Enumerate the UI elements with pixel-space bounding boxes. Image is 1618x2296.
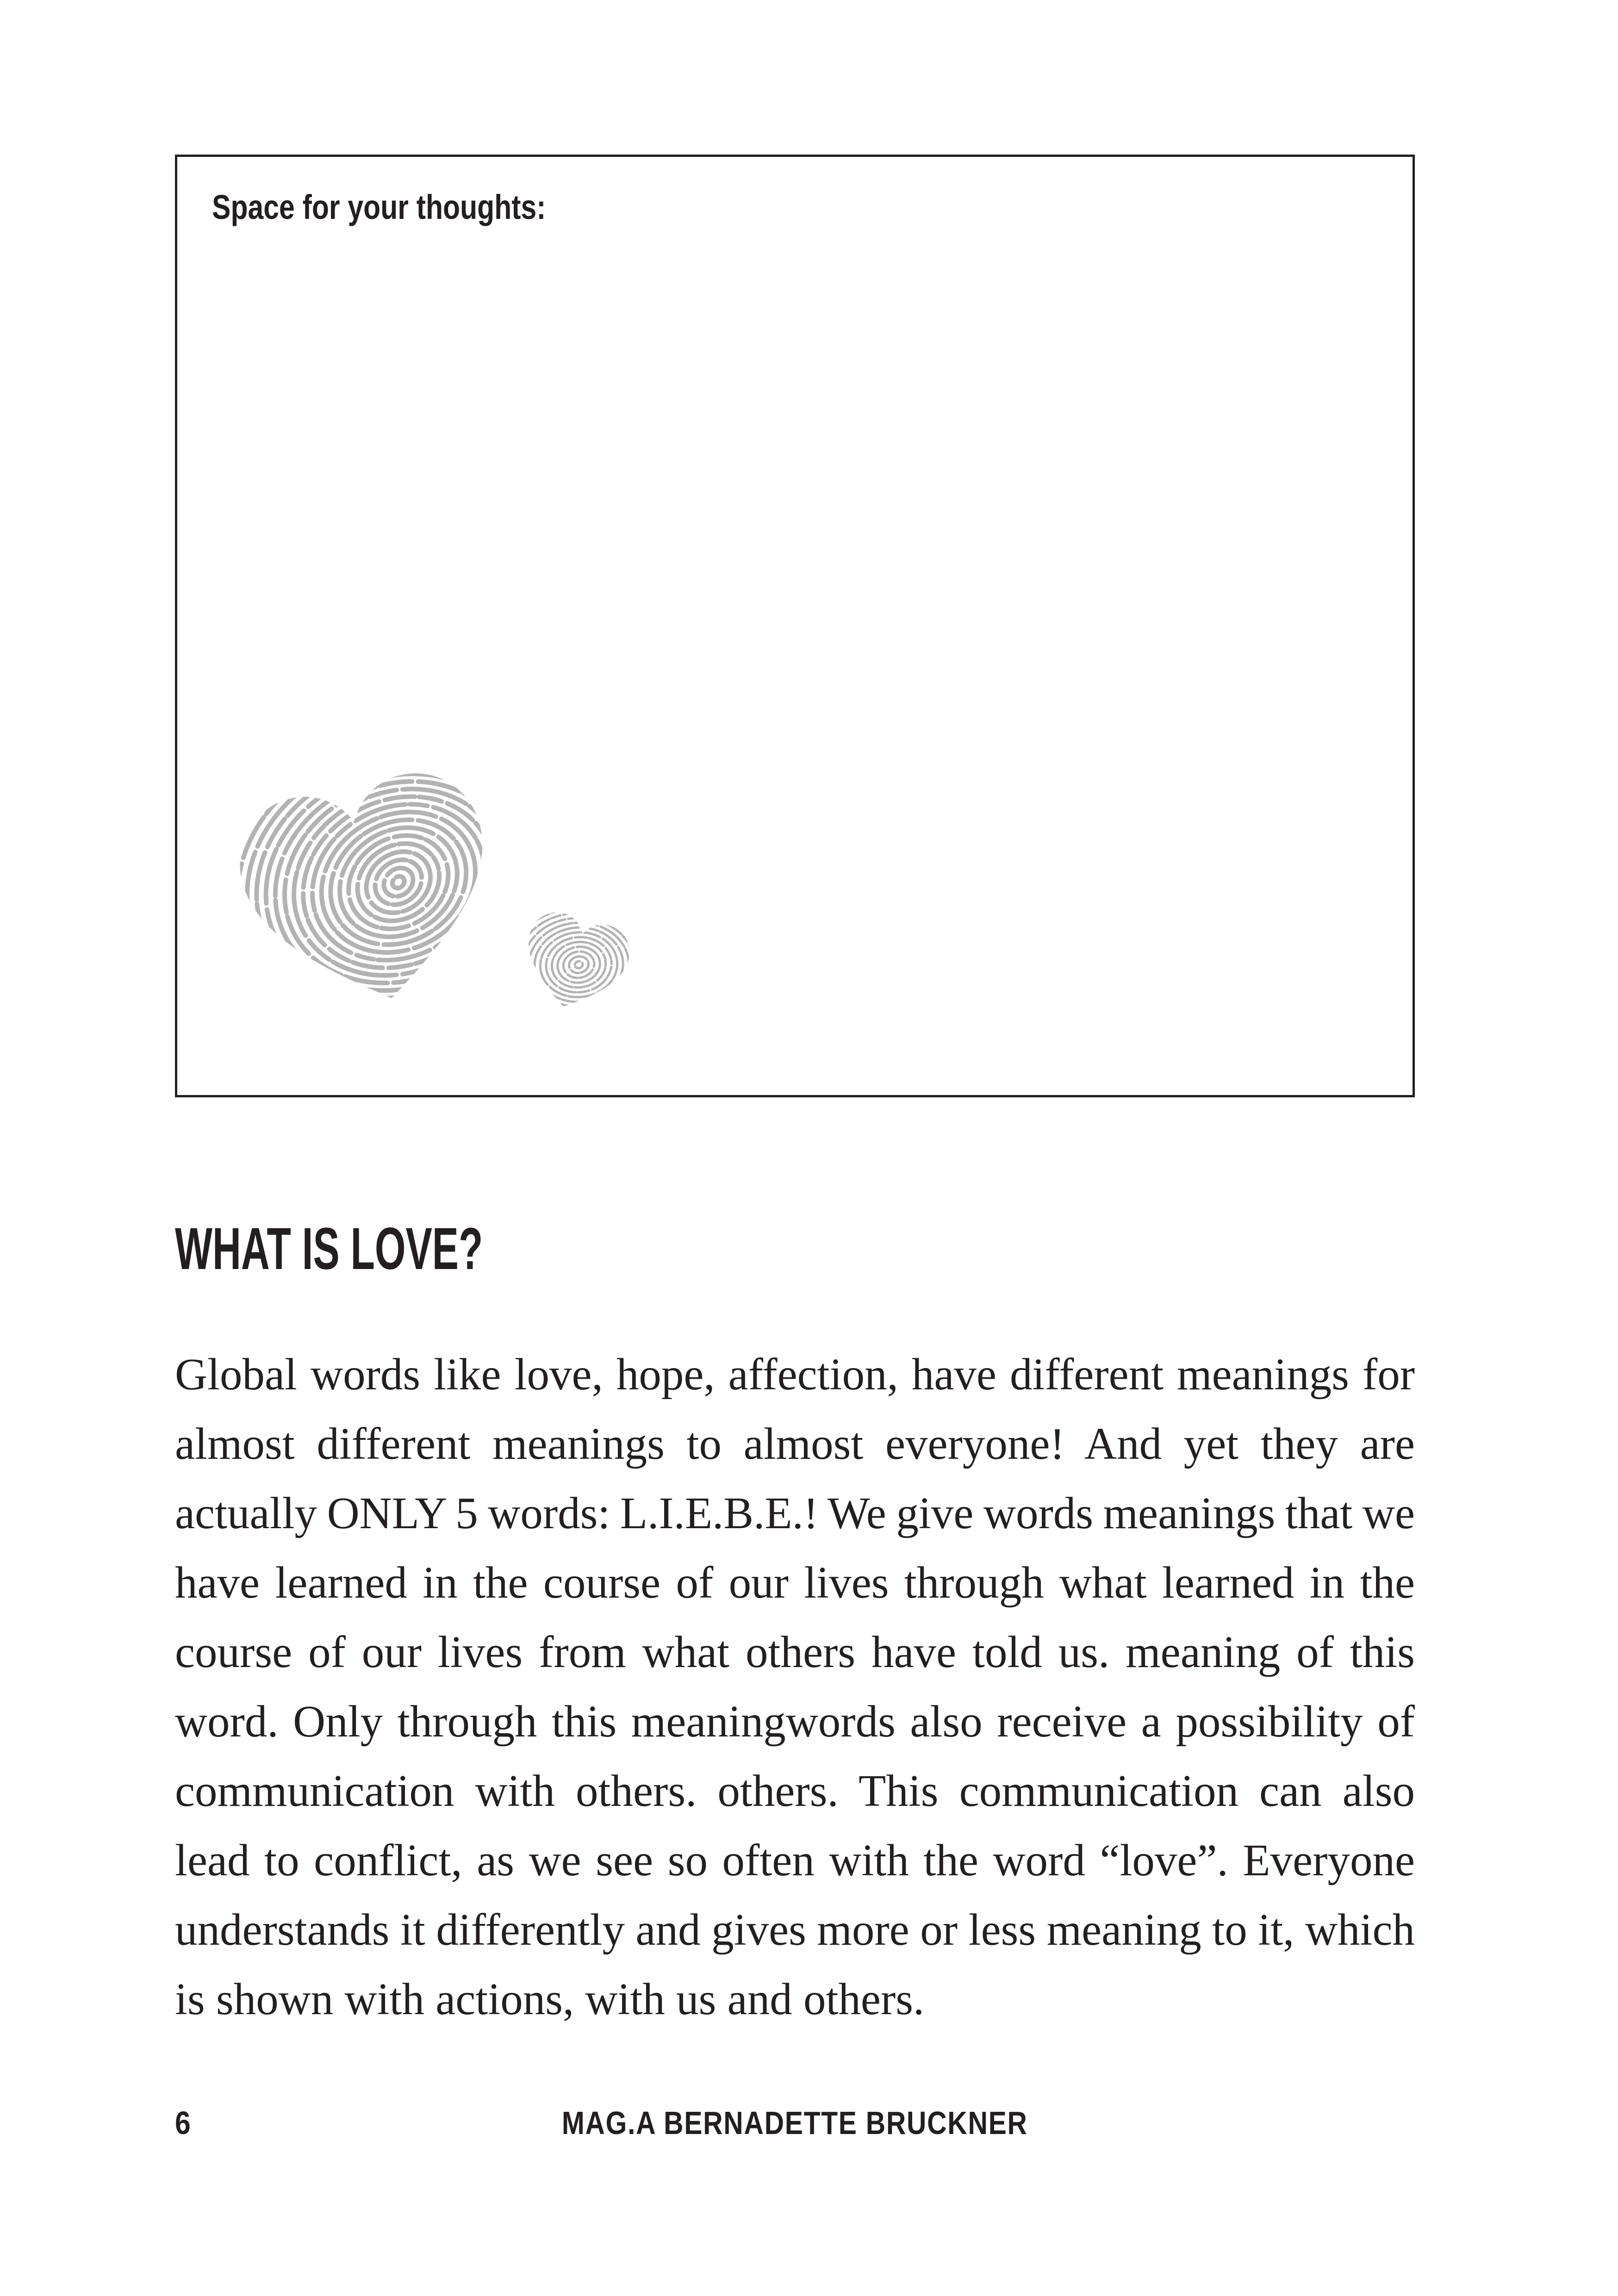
fingerprint-ridge <box>191 697 606 1067</box>
running-footer <box>175 2107 1415 2139</box>
section-heading: WHAT IS LOVE? <box>175 1216 483 1282</box>
fingerprint-ridge <box>574 960 584 969</box>
fingerprint-ridge <box>502 898 656 1031</box>
fingerprint-ridge <box>207 709 590 1055</box>
body-line: word. Only through this meaningwords also receive a possibility of <box>175 1697 1415 1746</box>
fingerprint-ridge <box>567 954 590 975</box>
body-line: course of our lives from what others have told us. meaning of this <box>175 1627 1415 1677</box>
page-number: 6 <box>175 2105 191 2141</box>
fingerprint-ridge <box>177 688 620 1076</box>
fingerprint-ridge <box>342 828 454 936</box>
body-text <box>175 1340 1415 2034</box>
body-line: is shown with actions, with us and others. <box>175 1974 925 2024</box>
body-line: have learned in the course of our lives through what learned in the <box>175 1558 1415 1607</box>
fingerprint-ridges <box>468 862 690 1067</box>
body-line: communication with others. others. This communication can also <box>175 1766 1415 1816</box>
author-name: MAG.A BERNADETTE BRUCKNER <box>562 2105 1028 2141</box>
fingerprint-heart-large-icon <box>140 647 657 1117</box>
fingerprint-ridge <box>509 905 648 1024</box>
fingerprint-ridge <box>527 921 630 1009</box>
fingerprint-ridge <box>390 874 407 890</box>
body-line: lead to conflict, as we see so often with the word “love”. Everyone <box>175 1836 1415 1885</box>
notes-box-label: Space for your thoughts: <box>212 188 546 226</box>
fingerprint-heart-small-icon <box>468 862 690 1067</box>
body-line: Global words like love, hope, affection, have different meanings for <box>175 1350 1415 1399</box>
fingerprint-ridge <box>486 884 672 1046</box>
fingerprint-hearts-illustration <box>208 731 657 1046</box>
body-line: almost different meanings to almost everyone! And yet they are <box>175 1419 1415 1468</box>
fingerprint-ridges <box>140 647 657 1117</box>
fingerprint-ridge <box>171 684 626 1080</box>
fingerprint-ridge <box>555 943 603 986</box>
fingerprint-ridge <box>494 891 664 1039</box>
notes-box[interactable] <box>175 155 1415 1097</box>
body-line: actually ONLY 5 words: L.I.E.B.E.! We give words meanings that we <box>175 1488 1415 1538</box>
fingerprint-ridge <box>215 716 581 1049</box>
fingerprint-ridge <box>561 949 597 981</box>
fingerprint-ridge <box>537 929 620 1001</box>
body-line: understands it differently and gives more or less meaning to it, which <box>175 1905 1415 1954</box>
